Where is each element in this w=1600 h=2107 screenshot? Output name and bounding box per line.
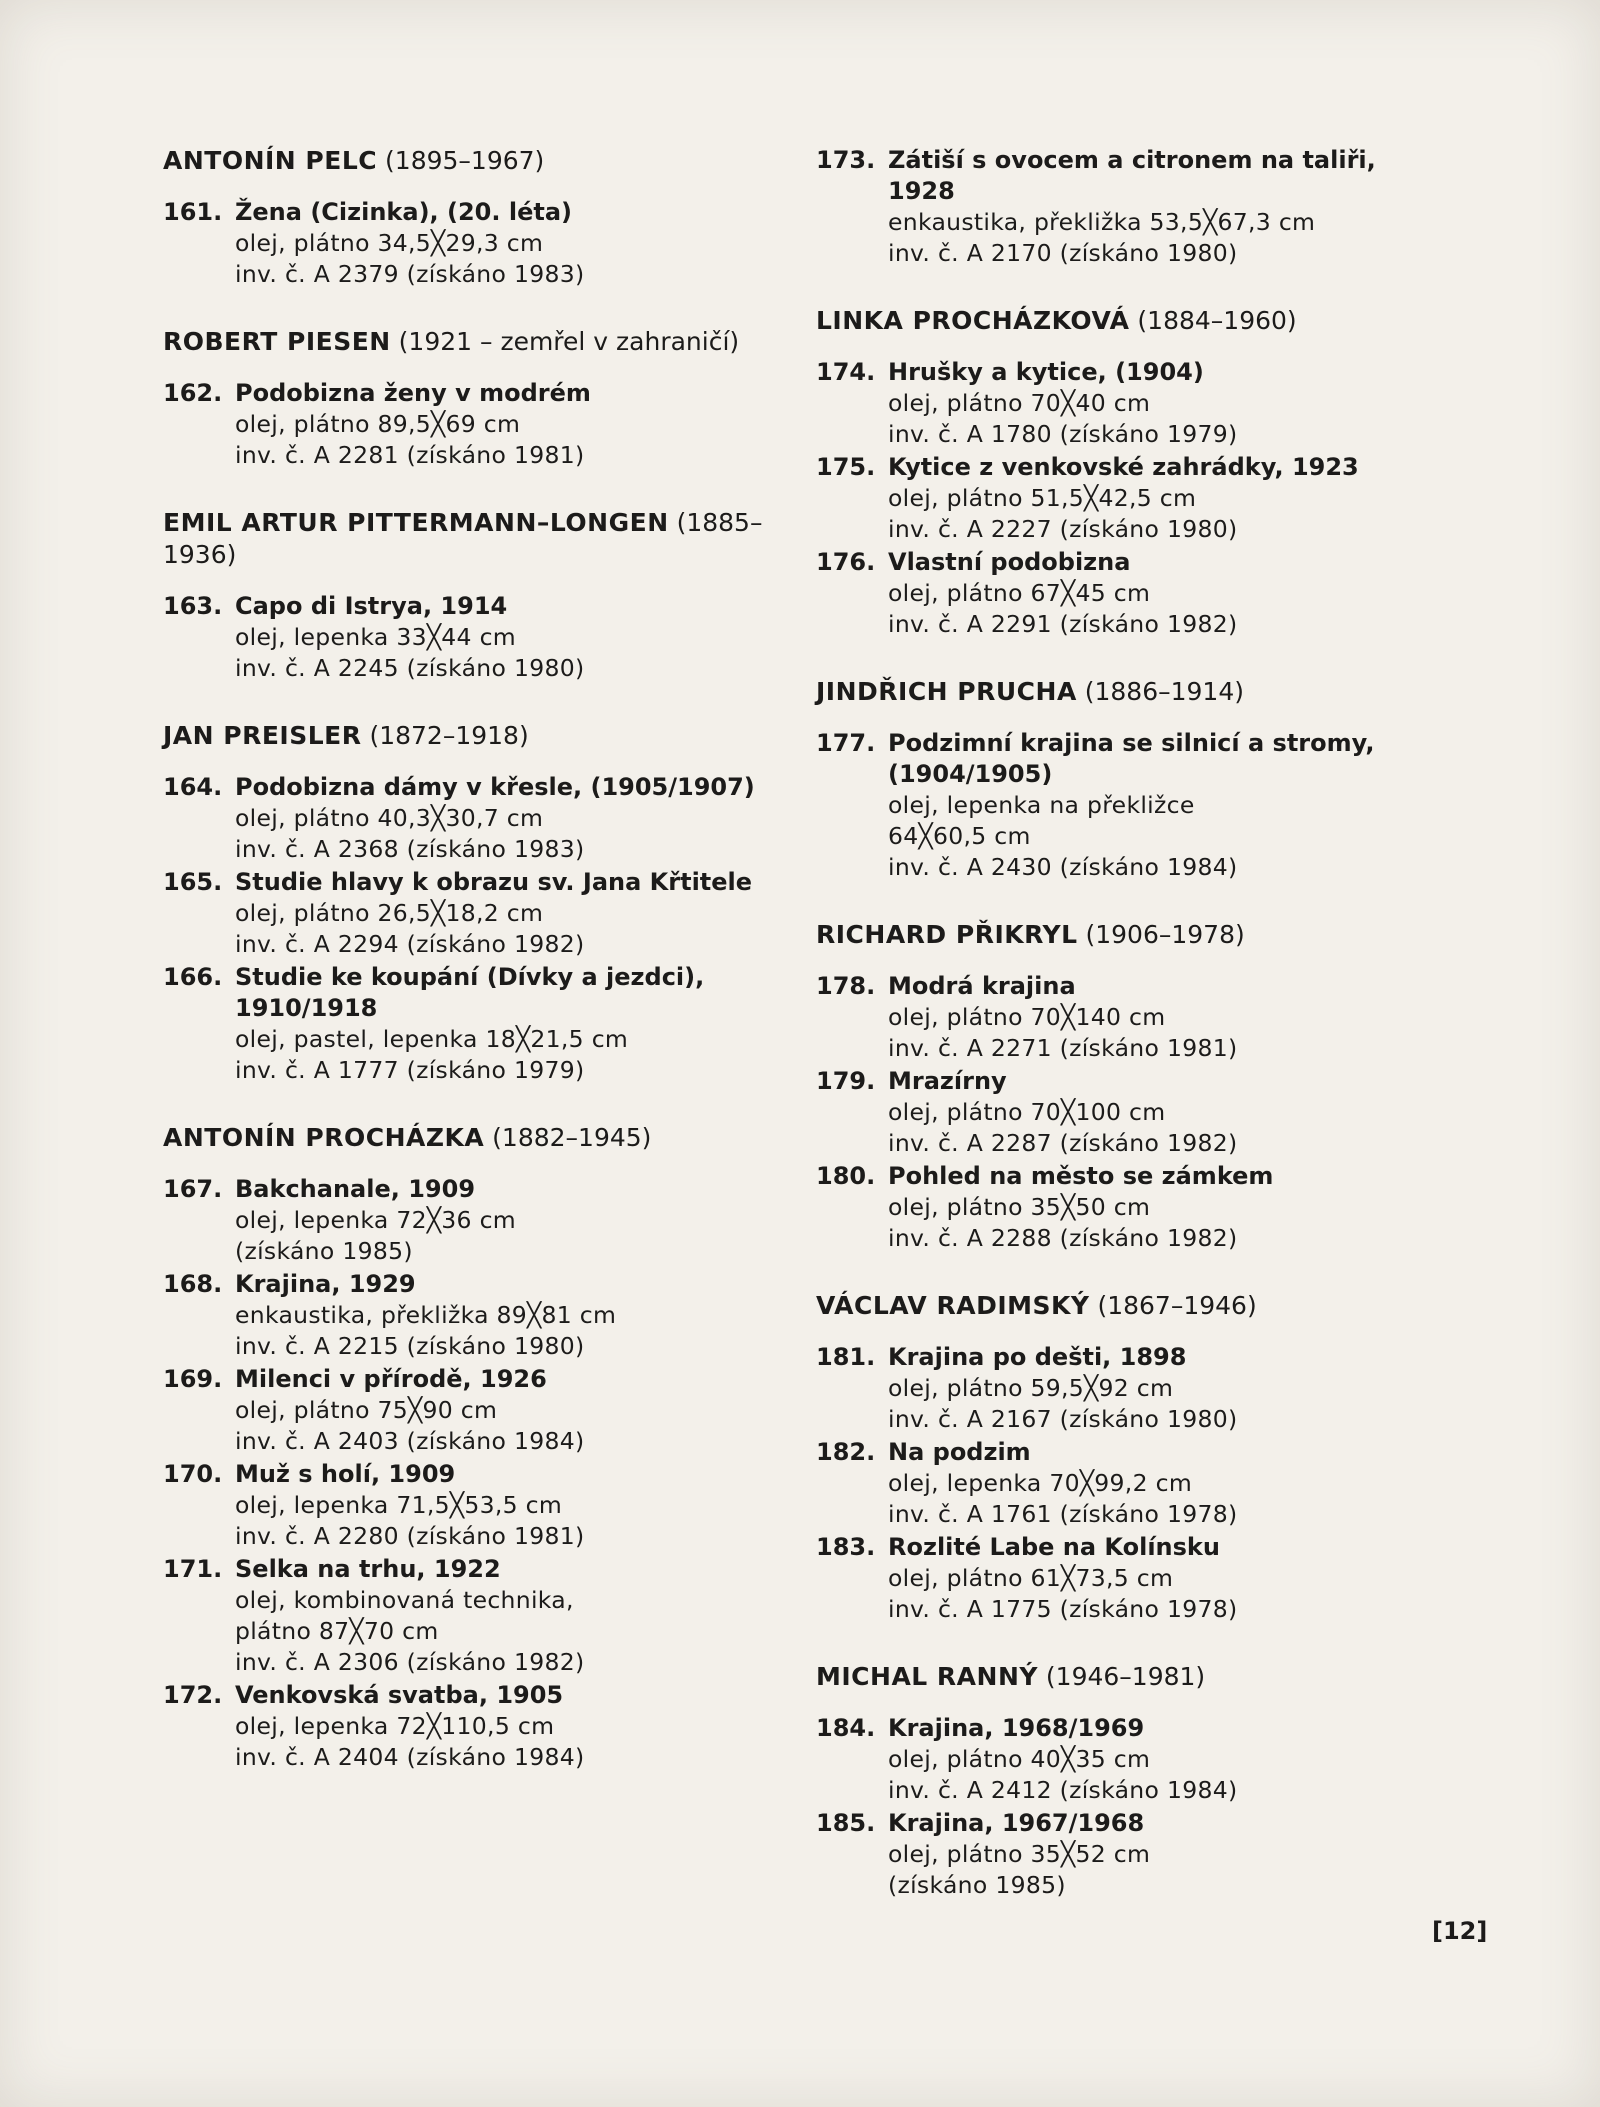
- artist-heading: [163, 507, 803, 571]
- artwork-detail: inv. č. A 2280 (získáno 1981): [235, 1522, 585, 1550]
- artwork-detail: inv. č. A 2430 (získáno 1984): [888, 853, 1238, 881]
- artwork-title: Krajina, 1967/1968: [888, 1809, 1145, 1837]
- artwork-detail: inv. č. A 2379 (získáno 1983): [235, 260, 585, 288]
- artist-dates: (1895–1967): [377, 146, 545, 175]
- artwork-detail: olej, plátno 67╳45 cm: [888, 579, 1151, 607]
- artwork-detail: olej, plátno 70╳100 cm: [888, 1098, 1166, 1126]
- catalog-entry: [163, 1459, 803, 1552]
- artwork-detail: plátno 87╳70 cm: [235, 1617, 439, 1645]
- artist-group: [163, 720, 803, 1086]
- entry-body: [235, 1174, 803, 1267]
- catalog-entry: [163, 1174, 803, 1267]
- catalog-entry: [163, 197, 803, 290]
- artwork-title: Rozlité Labe na Kolínsku: [888, 1533, 1220, 1561]
- catalog-entry: [163, 867, 803, 960]
- entry-body: [888, 1437, 1406, 1530]
- entry-body: [235, 962, 803, 1086]
- entry-body: [235, 772, 803, 865]
- artwork-title: Studie ke koupání (Dívky a jezdci), 1910/1918: [235, 963, 705, 1022]
- artist-dates: (1882–1945): [484, 1123, 652, 1152]
- artwork-detail: inv. č. A 2412 (získáno 1984): [888, 1776, 1238, 1804]
- artist-heading: [816, 1290, 1406, 1322]
- artwork-detail: olej, plátno 70╳140 cm: [888, 1003, 1166, 1031]
- entry-body: [888, 1342, 1406, 1435]
- artist-heading: [816, 676, 1406, 708]
- left-column: [163, 145, 803, 1809]
- catalog-entry: [163, 772, 803, 865]
- entry-number: 167.: [163, 1175, 223, 1203]
- artwork-title: Milenci v přírodě, 1926: [235, 1365, 547, 1393]
- artwork-title: Capo di Istrya, 1914: [235, 592, 508, 620]
- artwork-detail: (získáno 1985): [888, 1871, 1066, 1899]
- artist-dates: (1886–1914): [1076, 677, 1244, 706]
- entry-number: 165.: [163, 868, 223, 896]
- artist-heading: [163, 720, 803, 752]
- artwork-detail: inv. č. A 2281 (získáno 1981): [235, 441, 585, 469]
- catalog-entry: [816, 1161, 1406, 1254]
- artist-group: [163, 326, 803, 471]
- artist-name: ANTONÍN PROCHÁZKA: [163, 1123, 485, 1152]
- artwork-detail: olej, lepenka 33╳44 cm: [235, 623, 516, 651]
- artist-heading: [163, 1122, 803, 1154]
- entry-number: 172.: [163, 1681, 223, 1709]
- artwork-title: Vlastní podobizna: [888, 548, 1131, 576]
- entry-number: 180.: [816, 1162, 876, 1190]
- artist-name: ROBERT PIESEN: [163, 327, 391, 356]
- artwork-detail: olej, lepenka 70╳99,2 cm: [888, 1469, 1193, 1497]
- artwork-detail: olej, plátno 75╳90 cm: [235, 1396, 498, 1424]
- catalog-entry: [163, 1680, 803, 1773]
- catalog-entry: [816, 547, 1406, 640]
- catalog-entry: [163, 962, 803, 1086]
- artwork-detail: inv. č. A 2404 (získáno 1984): [235, 1743, 585, 1771]
- catalog-entry: [816, 1713, 1406, 1806]
- entry-body: [888, 1161, 1406, 1254]
- entry-body: [235, 1680, 803, 1773]
- artwork-detail: inv. č. A 2306 (získáno 1982): [235, 1648, 585, 1676]
- artwork-detail: enkaustika, překližka 89╳81 cm: [235, 1301, 617, 1329]
- catalog-entry: [816, 971, 1406, 1064]
- entry-number: 166.: [163, 963, 223, 991]
- artwork-title: Žena (Cizinka), (20. léta): [235, 198, 572, 226]
- artwork-detail: enkaustika, překližka 53,5╳67,3 cm: [888, 208, 1316, 236]
- artist-dates: (1921 – zemřel v zahraničí): [390, 327, 740, 356]
- artwork-title: Krajina, 1968/1969: [888, 1714, 1145, 1742]
- artwork-detail: olej, plátno 40╳35 cm: [888, 1745, 1151, 1773]
- artist-name: JINDŘICH PRUCHA: [816, 677, 1077, 706]
- artwork-title: Zátiší s ovocem a citronem na taliři, 1928: [888, 146, 1376, 205]
- artist-dates: (1885–1936): [163, 508, 763, 569]
- artist-name: ANTONÍN PELC: [163, 146, 378, 175]
- artwork-detail: olej, plátno 59,5╳92 cm: [888, 1374, 1174, 1402]
- entry-body: [888, 357, 1406, 450]
- artwork-detail: olej, plátno 26,5╳18,2 cm: [235, 899, 544, 927]
- entry-number: 184.: [816, 1714, 876, 1742]
- artist-name: JAN PREISLER: [163, 721, 362, 750]
- catalog-entry: [163, 1554, 803, 1678]
- artist-group: [816, 1661, 1406, 1901]
- catalog-entry: [816, 452, 1406, 545]
- artwork-detail: olej, plátno 35╳52 cm: [888, 1840, 1151, 1868]
- entry-body: [888, 1713, 1406, 1806]
- artwork-title: Venkovská svatba, 1905: [235, 1681, 564, 1709]
- artwork-detail: olej, plátno 35╳50 cm: [888, 1193, 1151, 1221]
- artist-group: [163, 1122, 803, 1773]
- entry-body: [235, 197, 803, 290]
- artwork-detail: olej, lepenka 72╳36 cm: [235, 1206, 516, 1234]
- catalog-entry: [816, 1437, 1406, 1530]
- artwork-title: Podzimní krajina se silnicí a stromy, (1904/1905): [888, 729, 1375, 788]
- entry-number: 183.: [816, 1533, 876, 1561]
- artwork-detail: inv. č. A 2287 (získáno 1982): [888, 1129, 1238, 1157]
- artist-name: VÁCLAV RADIMSKÝ: [816, 1291, 1090, 1320]
- entry-number: 170.: [163, 1460, 223, 1488]
- catalog-entry: [163, 1269, 803, 1362]
- entry-number: 174.: [816, 358, 876, 386]
- artwork-detail: inv. č. A 2291 (získáno 1982): [888, 610, 1238, 638]
- artwork-detail: inv. č. A 1780 (získáno 1979): [888, 420, 1238, 448]
- artwork-detail: olej, plátno 51,5╳42,5 cm: [888, 484, 1197, 512]
- entry-body: [235, 591, 803, 684]
- artwork-title: Mrazírny: [888, 1067, 1007, 1095]
- artist-heading: [816, 919, 1406, 951]
- entry-number: 168.: [163, 1270, 223, 1298]
- entry-body: [888, 452, 1406, 545]
- artwork-detail: inv. č. A 2403 (získáno 1984): [235, 1427, 585, 1455]
- entry-number: 175.: [816, 453, 876, 481]
- artist-dates: (1906–1978): [1077, 920, 1245, 949]
- artwork-title: Pohled na město se zámkem: [888, 1162, 1274, 1190]
- artwork-detail: 64╳60,5 cm: [888, 822, 1031, 850]
- entry-number: 176.: [816, 548, 876, 576]
- artwork-title: Krajina po dešti, 1898: [888, 1343, 1187, 1371]
- artist-group: [816, 305, 1406, 640]
- artist-name: LINKA PROCHÁZKOVÁ: [816, 306, 1130, 335]
- artwork-title: Krajina, 1929: [235, 1270, 416, 1298]
- entry-number: 169.: [163, 1365, 223, 1393]
- artwork-title: Studie hlavy k obrazu sv. Jana Křtitele: [235, 868, 753, 896]
- artwork-detail: olej, lepenka 72╳110,5 cm: [235, 1712, 555, 1740]
- entry-body: [888, 1808, 1406, 1901]
- artwork-detail: olej, plátno 40,3╳30,7 cm: [235, 804, 544, 832]
- catalog-entry: [816, 1066, 1406, 1159]
- entry-body: [235, 867, 803, 960]
- artist-name: EMIL ARTUR PITTERMANN–LONGEN: [163, 508, 669, 537]
- entry-body: [888, 547, 1406, 640]
- catalog-entry: [816, 1532, 1406, 1625]
- artist-group: [816, 145, 1406, 269]
- artwork-detail: olej, lepenka 71,5╳53,5 cm: [235, 1491, 563, 1519]
- catalog-entry: [816, 1342, 1406, 1435]
- artwork-title: Kytice z venkovské zahrádky, 1923: [888, 453, 1359, 481]
- artist-dates: (1867–1946): [1089, 1291, 1257, 1320]
- artist-dates: (1946–1981): [1037, 1662, 1206, 1691]
- artwork-detail: (získáno 1985): [235, 1237, 413, 1265]
- entry-number: 171.: [163, 1555, 223, 1583]
- artist-name: RICHARD PŘIKRYL: [816, 920, 1078, 949]
- artwork-title: Muž s holí, 1909: [235, 1460, 456, 1488]
- artwork-detail: olej, plátno 89,5╳69 cm: [235, 410, 521, 438]
- artwork-detail: olej, kombinovaná technika,: [235, 1586, 574, 1614]
- entry-body: [888, 728, 1406, 883]
- artwork-detail: olej, plátno 61╳73,5 cm: [888, 1564, 1174, 1592]
- artwork-detail: olej, pastel, lepenka 18╳21,5 cm: [235, 1025, 629, 1053]
- artwork-detail: olej, plátno 70╳40 cm: [888, 389, 1151, 417]
- artwork-detail: inv. č. A 2294 (získáno 1982): [235, 930, 585, 958]
- artist-heading: [816, 1661, 1406, 1693]
- entry-number: 163.: [163, 592, 223, 620]
- artist-heading: [816, 305, 1406, 337]
- artist-name: MICHAL RANNÝ: [816, 1662, 1038, 1691]
- artwork-detail: inv. č. A 1777 (získáno 1979): [235, 1056, 585, 1084]
- artwork-detail: inv. č. A 2167 (získáno 1980): [888, 1405, 1238, 1433]
- artwork-title: Podobizna ženy v modrém: [235, 379, 591, 407]
- artwork-title: Modrá krajina: [888, 972, 1076, 1000]
- artwork-detail: olej, lepenka na překližce: [888, 791, 1195, 819]
- artwork-title: Na podzim: [888, 1438, 1031, 1466]
- artwork-title: Bakchanale, 1909: [235, 1175, 476, 1203]
- artwork-title: Podobizna dámy v křesle, (1905/1907): [235, 773, 755, 801]
- artwork-detail: inv. č. A 2245 (získáno 1980): [235, 654, 585, 682]
- entry-body: [888, 1066, 1406, 1159]
- artist-group: [816, 919, 1406, 1254]
- entry-number: 182.: [816, 1438, 876, 1466]
- catalog-entry: [163, 378, 803, 471]
- catalog-entry: [816, 145, 1406, 269]
- entry-body: [235, 378, 803, 471]
- entry-number: 177.: [816, 729, 876, 757]
- artwork-title: Hrušky a kytice, (1904): [888, 358, 1204, 386]
- catalog-entry: [163, 591, 803, 684]
- entry-body: [888, 1532, 1406, 1625]
- artwork-detail: olej, plátno 34,5╳29,3 cm: [235, 229, 544, 257]
- entry-body: [235, 1364, 803, 1457]
- artwork-detail: inv. č. A 1775 (získáno 1978): [888, 1595, 1238, 1623]
- catalog-entry: [816, 357, 1406, 450]
- catalog-entry: [816, 1808, 1406, 1901]
- artist-group: [163, 145, 803, 290]
- right-column: [816, 145, 1406, 1937]
- catalog-entry: [163, 1364, 803, 1457]
- artwork-detail: inv. č. A 2288 (získáno 1982): [888, 1224, 1238, 1252]
- artist-heading: [163, 326, 803, 358]
- artwork-detail: inv. č. A 2368 (získáno 1983): [235, 835, 585, 863]
- entry-number: 178.: [816, 972, 876, 1000]
- entry-number: 162.: [163, 379, 223, 407]
- artwork-detail: inv. č. A 2215 (získáno 1980): [235, 1332, 585, 1360]
- entry-number: 179.: [816, 1067, 876, 1095]
- artist-group: [816, 676, 1406, 883]
- entry-number: 173.: [816, 146, 876, 174]
- entry-number: 185.: [816, 1809, 876, 1837]
- artwork-detail: inv. č. A 2170 (získáno 1980): [888, 239, 1238, 267]
- artist-dates: (1872–1918): [361, 721, 529, 750]
- entry-body: [888, 145, 1406, 269]
- artist-dates: (1884–1960): [1129, 306, 1297, 335]
- artist-group: [816, 1290, 1406, 1625]
- entry-number: 161.: [163, 198, 223, 226]
- entry-body: [235, 1269, 803, 1362]
- artwork-detail: inv. č. A 1761 (získáno 1978): [888, 1500, 1238, 1528]
- entry-number: 181.: [816, 1343, 876, 1371]
- entry-body: [888, 971, 1406, 1064]
- artwork-detail: inv. č. A 2271 (získáno 1981): [888, 1034, 1238, 1062]
- page-number: [12]: [1432, 1917, 1488, 1945]
- artist-heading: [163, 145, 803, 177]
- artwork-title: Selka na trhu, 1922: [235, 1555, 501, 1583]
- artwork-detail: inv. č. A 2227 (získáno 1980): [888, 515, 1238, 543]
- entry-number: 164.: [163, 773, 223, 801]
- entry-body: [235, 1459, 803, 1552]
- catalog-entry: [816, 728, 1406, 883]
- artist-group: [163, 507, 803, 684]
- entry-body: [235, 1554, 803, 1678]
